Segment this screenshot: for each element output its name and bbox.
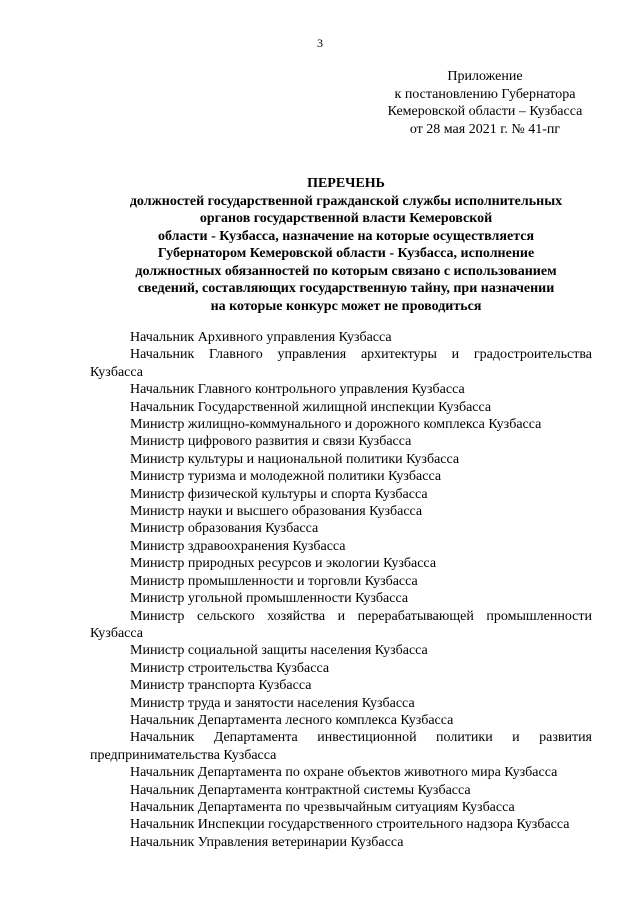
appendix-block xyxy=(330,68,640,138)
position-item: Министр культуры и национальной политики Кузбасса xyxy=(130,451,460,467)
position-item: Начальник Департамента контрактной системы Кузбасса xyxy=(130,782,471,798)
position-item: Министр строительства Кузбасса xyxy=(130,660,330,676)
position-item: Начальник Архивного управления Кузбасса xyxy=(130,330,392,345)
position-item: Министр жилищно-коммунального и дорожного комплекса Кузбасса xyxy=(130,417,542,433)
title-line: на которые конкурс может не проводиться xyxy=(210,298,482,314)
position-item: Министр угольной промышленности Кузбасса xyxy=(130,591,409,607)
position-item: Начальник Департамента инвестиционной политики и развития предпринимательства Кузбасса xyxy=(90,730,592,763)
appendix-line: к постановлению Губернатора xyxy=(394,86,576,102)
page-number: 3 xyxy=(317,36,323,50)
position-item: Министр физической культуры и спорта Кузбасса xyxy=(130,486,428,502)
position-item: Министр транспорта Кузбасса xyxy=(130,678,312,694)
position-item: Министр социальной защиты населения Кузбасса xyxy=(130,643,428,659)
document-title xyxy=(86,175,606,315)
position-item: Начальник Управления ветеринарии Кузбасса xyxy=(130,834,404,850)
positions-list xyxy=(90,329,592,851)
position-item: Начальник Главного контрольного управления Кузбасса xyxy=(130,382,465,398)
position-item: Министр природных ресурсов и экологии Кузбасса xyxy=(130,556,437,572)
position-item: Министр здравоохранения Кузбасса xyxy=(130,538,346,554)
position-item: Начальник Инспекции государственного строительного надзора Кузбасса xyxy=(130,817,570,833)
position-item: Министр науки и высшего образования Кузбасса xyxy=(130,504,423,520)
title-line: области - Кузбасса, назначение на которые осуществляется xyxy=(157,228,535,244)
position-item: Начальник Департамента лесного комплекса Кузбасса xyxy=(130,712,454,728)
title-line: сведений, составляющих государственную тайну, при назначении xyxy=(137,281,555,296)
position-item: Начальник Департамента по чрезвычайным ситуациям Кузбасса xyxy=(130,799,515,815)
title-heading: ПЕРЕЧЕНЬ xyxy=(307,176,385,191)
position-item: Министр образования Кузбасса xyxy=(130,521,319,537)
appendix-line: Приложение xyxy=(447,69,523,84)
position-item: Министр труда и занятости населения Кузбасса xyxy=(130,695,415,711)
position-item: Министр туризма и молодежной политики Кузбасса xyxy=(130,469,442,485)
position-item: Начальник Главного управления архитектуры и градостроительства Кузбасса xyxy=(90,347,592,380)
position-item: Начальник Государственной жилищной инспекции Кузбасса xyxy=(130,399,492,415)
title-line: Губернатором Кемеровской области - Кузбасса, исполнение xyxy=(157,246,535,261)
appendix-line: Кемеровской области – Кузбасса xyxy=(387,104,583,119)
appendix-line: от 28 мая 2021 г. № 41-пг xyxy=(409,121,561,137)
title-line: должностей государственной гражданской службы исполнительных xyxy=(129,193,563,209)
title-line: должностных обязанностей по которым связано с использованием xyxy=(135,263,557,279)
title-line: органов государственной власти Кемеровской xyxy=(199,211,493,226)
position-item: Министр сельского хозяйства и перерабатывающей промышленности Кузбасса xyxy=(90,608,592,641)
position-item: Министр цифрового развития и связи Кузбасса xyxy=(130,434,412,450)
position-item: Министр промышленности и торговли Кузбасса xyxy=(130,573,418,589)
position-item: Начальник Департамента по охране объектов животного мира Кузбасса xyxy=(130,765,558,781)
